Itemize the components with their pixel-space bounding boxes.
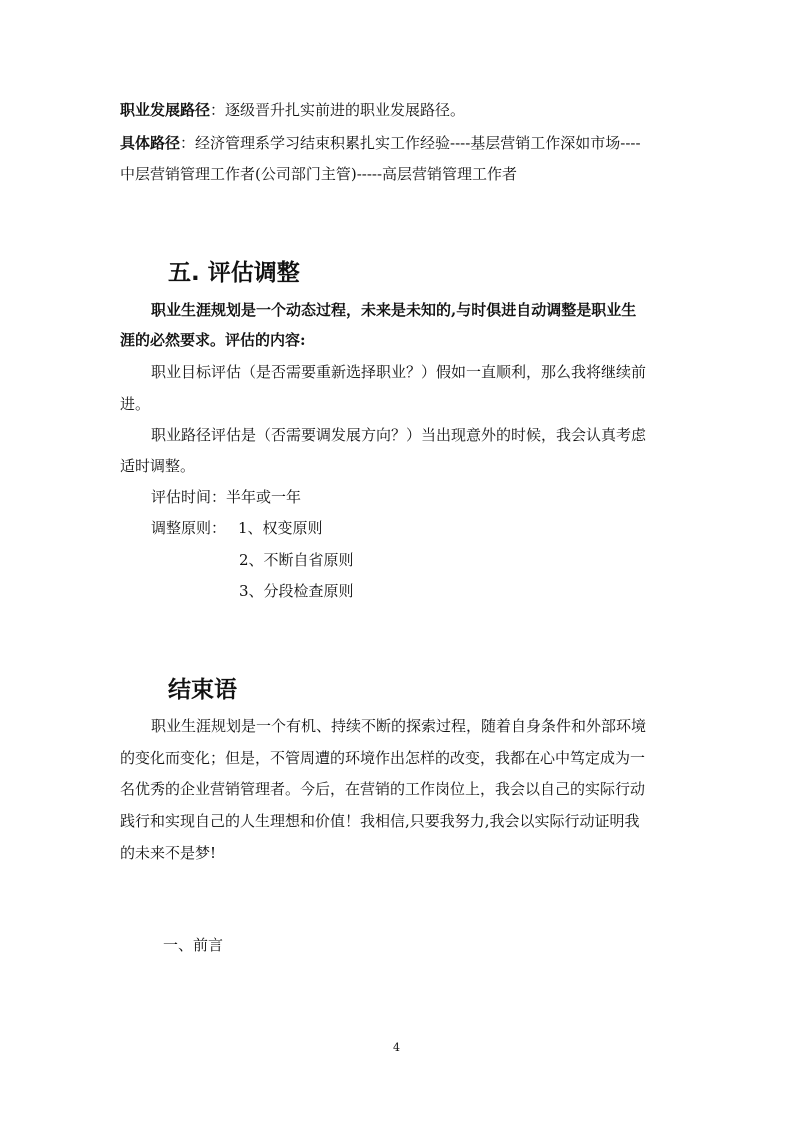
closing-line-3: 名优秀的企业营销管理者。今后，在营销的工作岗位上，我会以自己的实际行动 (120, 780, 646, 798)
page-number: 4 (393, 1041, 400, 1054)
goal-eval-line-1: 职业目标评估（是否需要重新选择职业？）假如一直顺利，那么我将继续前 (151, 363, 647, 381)
goal-eval-line-2: 进。 (120, 395, 151, 413)
career-path-text: ：逐级晋升扎实前进的职业发展路径。 (210, 101, 466, 119)
closing-heading: 结束语 (168, 677, 237, 703)
eval-time-line: 评估时间：半年或一年 (151, 488, 302, 506)
path-eval-line-1: 职业路径评估是（否需要调发展方向？）当出现意外的时候，我会认真考虑 (151, 426, 647, 444)
principle-item-2: 2、不断自省原则 (239, 551, 354, 569)
closing-line-4: 践行和实现自己的人生理想和价值！我相信,只要我努力,我会以实际行动证明我 (120, 812, 640, 830)
principles-label: 调整原则： (151, 519, 227, 537)
career-path-label: 职业发展路径 (120, 101, 211, 119)
section5-intro-line-1: 职业生涯规划是一个动态过程，未来是未知的,与时俱进自动调整是职业生 (151, 301, 637, 319)
path-eval-line-2: 适时调整。 (120, 457, 196, 475)
specific-path-text-1: ：经济管理系学习结束积累扎实工作经验----基层营销工作深如市场---- (180, 134, 641, 152)
specific-path-line-2: 中层营销管理工作者(公司部门主管)-----高层营销管理工作者 (120, 165, 518, 183)
closing-line-5: 的未来不是梦! (120, 844, 217, 862)
principle-line-1 (151, 518, 323, 538)
specific-path-label: 具体路径 (120, 134, 181, 152)
section5-heading: 五. 评估调整 (168, 260, 300, 286)
principle-item-1: 1、权变原则 (238, 519, 323, 537)
preface-heading: 一、前言 (163, 936, 224, 954)
specific-path-line-1 (120, 133, 641, 153)
section5-intro-line-2: 涯的必然要求。评估的内容: (120, 331, 306, 349)
principle-item-3: 3、分段检查原则 (239, 582, 354, 600)
closing-line-2: 的变化而变化；但是，不管周遭的环境作出怎样的改变，我都在心中笃定成为一 (120, 749, 646, 767)
closing-line-1: 职业生涯规划是一个有机、持续不断的探索过程，随着自身条件和外部环境 (151, 717, 647, 735)
career-path-line (120, 100, 465, 120)
